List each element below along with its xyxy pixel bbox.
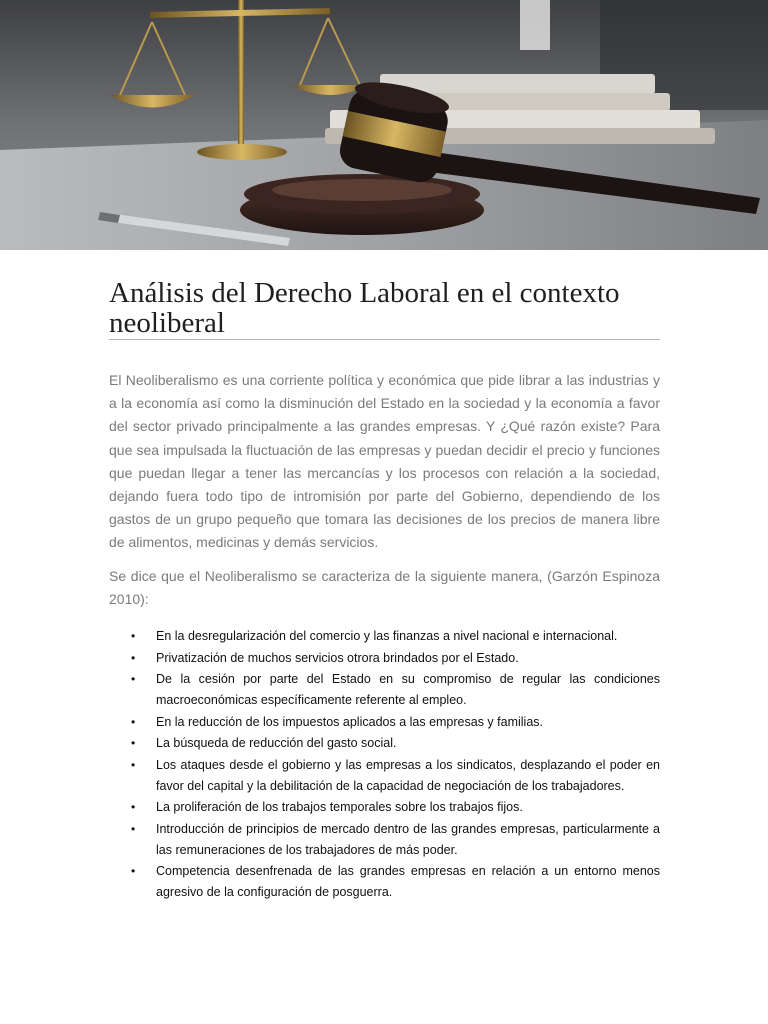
list-item-text: De la cesión por parte del Estado en su compromiso de regular las condiciones macroeconómicas específicamente referente al empleo. xyxy=(156,672,660,708)
bullet-icon: • xyxy=(131,672,136,687)
hero-image xyxy=(0,0,768,250)
bullet-icon: • xyxy=(131,800,136,815)
bullet-icon: • xyxy=(131,864,136,879)
bullet-icon: • xyxy=(131,650,136,665)
intro-paragraph: El Neoliberalismo es una corriente política y económica que pide librar a las industrias y a la economía así como la disminución del Estado en la sociedad y la economía a favor del sector privado principalmente a las grandes empresas. Y ¿Qué razón existe? Para que sea impulsada la fluctuación de las empresas y puedan decidir el precio y funciones que puedan llegar a tener las mercancías y los procesos con relación a la sociedad, dejando fuera todo tipo de intromisión por parte del Gobierno, dependiendo de los gastos de un grupo pequeño que tomara las decisiones de los precios de manera libre de alimentos, medicinas y demás servicios. xyxy=(109,372,660,551)
list-item xyxy=(109,797,660,818)
characteristics-list xyxy=(109,626,660,903)
bullet-icon: • xyxy=(131,757,136,772)
list-item xyxy=(109,819,660,861)
page-title: Análisis del Derecho Laboral en el contexto neoliberal xyxy=(109,277,620,339)
list-item-text: Competencia desenfrenada de las grandes empresas en relación a un entorno menos agresivo de la configuración de posguerra. xyxy=(156,864,660,900)
bullet-icon: • xyxy=(131,714,136,729)
list-item-text: La búsqueda de reducción del gasto social. xyxy=(156,736,397,751)
list-item-text: En la reducción de los impuestos aplicados a las empresas y familias. xyxy=(156,714,543,729)
list-item xyxy=(109,755,660,797)
list-item xyxy=(109,712,660,733)
gavel-scales-books-icon xyxy=(0,0,768,250)
list-item-text: La proliferación de los trabajos temporales sobre los trabajos fijos. xyxy=(156,800,523,815)
list-item xyxy=(109,861,660,903)
list-item-text: En la desregularización del comercio y las finanzas a nivel nacional e internacional. xyxy=(156,629,618,644)
list-item-text: Introducción de principios de mercado dentro de las grandes empresas, particularmente a las remuneraciones de los trabajadores de más poder. xyxy=(156,821,660,857)
list-item-text: Privatización de muchos servicios otrora brindados por el Estado. xyxy=(156,650,519,665)
bullet-icon: • xyxy=(131,629,136,644)
list-item-text: Los ataques desde el gobierno y las empresas a los sindicatos, desplazando el poder en favor del capital y la debilitación de la capacidad de negociación de los trabajadores. xyxy=(156,757,660,793)
title-divider xyxy=(109,339,660,340)
list-item xyxy=(109,733,660,754)
list-item xyxy=(109,669,660,711)
bullet-icon: • xyxy=(131,821,136,836)
bullet-icon: • xyxy=(131,736,136,751)
article xyxy=(109,278,660,904)
list-item xyxy=(109,626,660,647)
characteristics-intro: Se dice que el Neoliberalismo se caracteriza de la siguiente manera, (Garzón Espinoza 2010): xyxy=(109,567,660,607)
list-item xyxy=(109,648,660,669)
